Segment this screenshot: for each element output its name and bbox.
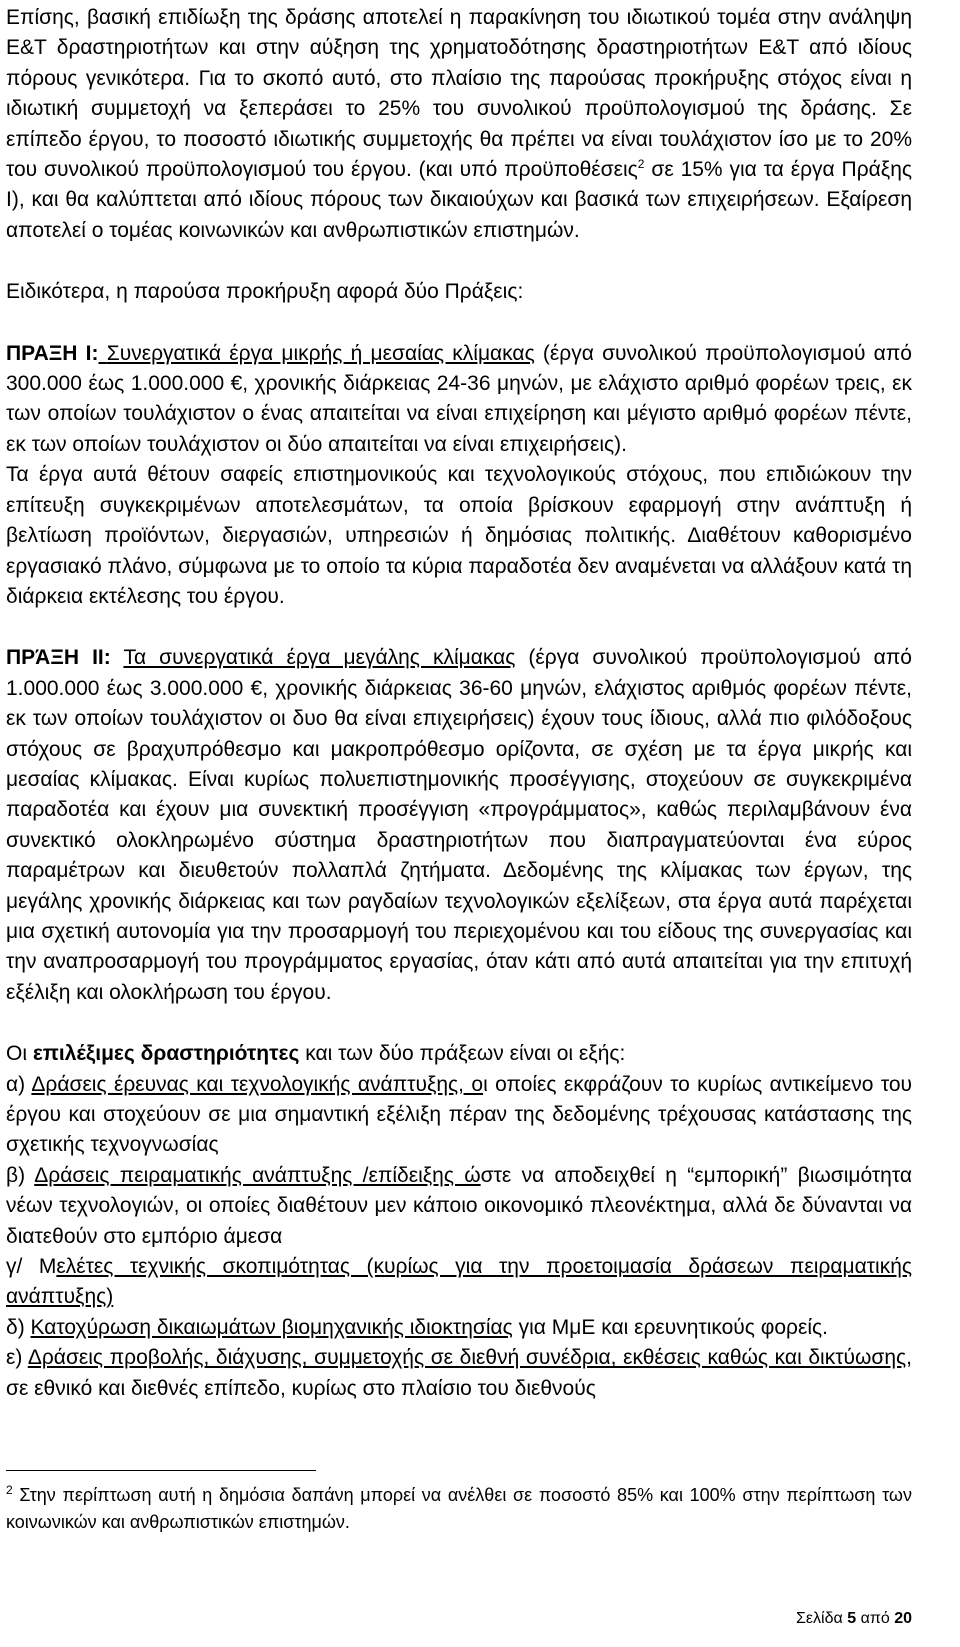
footnote-text: Στην περίπτωση αυτή η δημόσια δαπάνη μπορεί να ανέλθει σε ποσοστό 85% και 100% στην περίπτωση των κοινωνικών και ανθρωπιστικών επιστημών. xyxy=(6,1485,912,1532)
eligible-item-b-title: Δράσεις πειραματικής ανάπτυξης /επίδειξης ώ xyxy=(34,1163,481,1187)
eligible-item-a: α) Δράσεις έρευνας και τεχνολογικής ανάπτυξης, οι οποίες εκφράζουν το κυρίως αντικείμενο του έργου και στοχεύουν σε μια σημαντική εξέλιξη πέραν της δεδομένης τρέχουσας κατάστασης της σχετικής τεχνογνωσίας xyxy=(6,1072,913,1157)
eligible-item-d-title: Κατοχύρωση δικαιωμάτων βιομηχανικής ιδιοκτησίας xyxy=(30,1315,513,1339)
action-2-text: (έργα συνολικού προϋπολογισμού από 1.000.000 έως 3.000.000 €, χρονικής διάρκειας 36-60 μηνών, ελάχιστος αριθμός φορέων πέντε, εκ των οποίων τουλάχιστον οι δυο θα είναι επιχειρήσεις) έχουν τους ίδιους, αλλά πιο φιλόδοξους στόχους σε βραχυπρόθεσμο και μακροπρόθεσμο ορίζοντα, σε σχέση με τα έργα μικρής και μεσαίας κλίμακας. Είναι κυρίως πολυεπιστημονικής προσέγγισης, στοχεύουν σε συγκεκριμένα παραδοτέα και έχουν μια συνεκτική προσέγγιση «προγράμματος», καθώς περιλαμβάνουν ένα συνεκτικό ολοκληρωμένο σύστημα δραστηριοτήτων που διαπραγματεύονται ένα εύρος παραμέτρων και διευθετούν πολλαπλά ζητήματα. Δεδομένης της κλίμακας των έργων, της μεγάλης χρονικής διάρκειας και των ραγδαίων τεχνολογικών εξελίξεων, στα έργα αυτά παρέχεται μια σχετική αυτονομία για την προσαρμογή του περιεχομένου και του είδους της συνεργασίας και την αναπροσαρμογή του προγράμματος εργασίας, όταν κάτι από αυτά απαιτείται για την επιτυχή εξέλιξη και ολοκλήρωση του έργου. xyxy=(6,646,912,1004)
footnote-reference: 2 xyxy=(637,157,645,172)
footnote xyxy=(6,1482,912,1536)
intro-text-part1: Επίσης, βασική επιδίωξη της δράσης αποτελεί η παρακίνηση του ιδιωτικού τομέα στην ανάληψη Ε&Τ δραστηριοτήτων και στην αύξηση της χρηματοδότησης δραστηριοτήτων Ε&Τ από ιδίους πόρους γενικότερα. Για το σκοπό αυτό, στο πλαίσιο της παρούσας προκήρυξης στόχος είναι η ιδιωτική συμμετοχή να ξεπεράσει το 25% του συνολικού προϋπολογισμού της δράσης. Σε επίπεδο έργου, το ποσοστό ιδιωτικής συμμετοχής θα πρέπει να είναι τουλάχιστον ίσο με το 20% του συνολικού προϋπολογισμού του έργου. (και υπό προϋποθέσεις xyxy=(6,6,912,182)
eligible-item-c: γ/ Μελέτες τεχνικής σκοπιμότητας (κυρίως για την προετοιμασία δράσεων πειραματικής ανάπτυξης) xyxy=(6,1255,912,1309)
action-1-description: Τα έργα αυτά θέτουν σαφείς επιστημονικούς και τεχνολογικούς στόχους, που επιδιώκουν την επίτευξη συγκεκριμένων αποτελεσμάτων, τα οποία βρίσκουν εφαρμογή στην ανάπτυξη ή βελτίωση προϊόντων, διεργασιών, υπηρεσιών ή δημόσιας πολιτικής. Διαθέτουν καθορισμένο εργασιακό πλάνο, σύμφωνα με το οποίο τα κύρια παραδοτέα δεν αναμένεται να αλλάξουν κατά τη διάρκεια εκτέλεσης του έργου. xyxy=(6,463,912,608)
eligible-intro: Οι επιλέξιμες δραστηριότητες και των δύο πράξεων είναι οι εξής: xyxy=(6,1042,626,1066)
action-1-title: Συνεργατικά έργα μικρής ή μεσαίας κλίμακας xyxy=(106,341,535,365)
intro-paragraph xyxy=(6,3,912,246)
eligible-item-e-title: Δράσεις προβολής, διάχυσης, συμμετοχής σε διεθνή συνέδρια, εκθέσεις καθώς και δικτύωσης xyxy=(27,1346,907,1370)
page-number: Σελίδα 5 από 20 xyxy=(796,1610,912,1627)
action-2-paragraph xyxy=(6,643,912,1008)
action-2-label: ΠΡΆΞΗ ΙΙ: xyxy=(6,646,111,670)
actions-intro: Ειδικότερα, η παρούσα προκήρυξη αφορά δύο Πράξεις: xyxy=(6,280,524,304)
eligible-activities-bold: επιλέξιμες δραστηριότητες xyxy=(32,1042,300,1066)
eligible-item-c-title: ελέτες τεχνικής σκοπιμότητας (κυρίως για την προετοιμασία δράσεων πειραματικής ανάπτυξης) xyxy=(6,1255,912,1309)
footnote-separator xyxy=(6,1470,316,1471)
current-page: 5 xyxy=(847,1610,857,1627)
total-pages: 20 xyxy=(894,1610,912,1627)
eligible-item-b: β) Δράσεις πειραματικής ανάπτυξης /επίδειξης ώστε να αποδειχθεί η “εμπορική” βιωσιμότητα νέων τεχνολογιών, οι οποίες διαθέτουν μεν κάποιο οικονομικό πλεονέκτημα, αλλά δε δύνανται να διατεθούν στο εμπόριο άμεσα xyxy=(6,1163,912,1248)
eligible-item-d: δ) Κατοχύρωση δικαιωμάτων βιομηχανικής ιδιοκτησίας για ΜμΕ και ερευνητικούς φορείς. xyxy=(6,1315,828,1339)
eligible-item-a-title: Δράσεις έρευνας και τεχνολογικής ανάπτυξης, ο xyxy=(31,1072,484,1096)
action-2-title: Τα συνεργατικά έργα μεγάλης κλίμακας xyxy=(123,646,516,670)
intro-text-part2: σε 15% για τα έργα Πράξης Ι), και θα καλύπτεται από ιδίους πόρους των δικαιούχων και βασικά των επιχειρήσεων. Εξαίρεση αποτελεί ο τομέας κοινωνικών και ανθρωπιστικών επιστημών. xyxy=(6,158,912,242)
eligible-item-e: ε) Δράσεις προβολής, διάχυσης, συμμετοχής σε διεθνή συνέδρια, εκθέσεις καθώς και δικτύωσης, σε εθνικό και διεθνές επίπεδο, κυρίως στο πλαίσιο του διεθνούς xyxy=(6,1346,912,1400)
action-1-text: (έργα συνολικού προϋπολογισμού από 300.000 έως 1.000.000 €, χρονικής διάρκειας 24-36 μηνών, με ελάχιστο αριθμό φορέων τρεις, εκ των οποίων τουλάχιστον ο ένας απαιτείται να είναι επιχείρηση και μέγιστο αριθμό φορέων πέντε, εκ των οποίων τουλάχιστον οι δύο απαιτείται να είναι επιχειρήσεις). xyxy=(6,341,912,456)
action-1-paragraph xyxy=(6,339,912,461)
footnote-number: 2 xyxy=(6,1483,13,1497)
main-text xyxy=(6,3,912,1404)
action-1-label: ΠΡΑΞΗ Ι: xyxy=(6,341,99,365)
